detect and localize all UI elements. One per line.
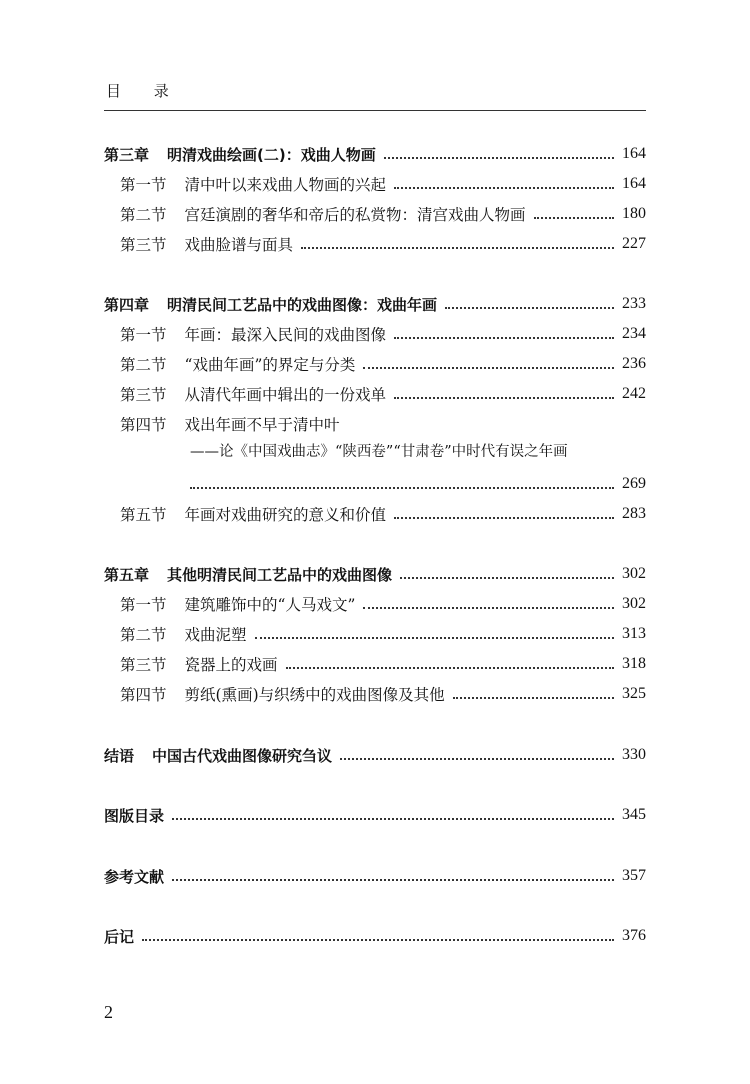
leader-dots: [172, 878, 614, 881]
leader-dots: [363, 366, 614, 369]
toc-section[interactable]: [104, 232, 646, 256]
chapter-label: 第四章: [104, 295, 150, 314]
section-title: 戏曲脸谱与面具: [184, 236, 294, 254]
chapter-title: 其他明清民间工艺品中的戏曲图像: [167, 565, 393, 584]
leader-dots: [255, 636, 614, 639]
toc-section[interactable]: [104, 652, 646, 676]
page-ref: 325: [622, 685, 646, 702]
section-title: 年画对戏曲研究的意义和价值: [184, 506, 387, 524]
leader-dots: [394, 396, 614, 399]
toc-section-continuation[interactable]: [190, 472, 646, 496]
toc-section[interactable]: [104, 382, 646, 406]
chapter-label: 第五章: [104, 565, 150, 584]
toc-afterword[interactable]: [104, 924, 646, 948]
page-ref: 313: [622, 625, 646, 642]
leader-dots: [394, 336, 614, 339]
toc-conclusion[interactable]: [104, 743, 646, 767]
page-number: 2: [104, 1002, 113, 1022]
section-label: 第五节: [120, 506, 167, 524]
toc-chapter-5[interactable]: [104, 562, 646, 586]
page-ref: 302: [622, 595, 646, 612]
toc-section[interactable]: [104, 172, 646, 196]
section-label: 第四节: [120, 686, 167, 704]
leader-dots: [286, 666, 614, 669]
toc-section[interactable]: [104, 502, 646, 526]
page-ref: 345: [622, 806, 646, 823]
toc-chapter-3[interactable]: [104, 142, 646, 166]
page-ref: 236: [622, 355, 646, 372]
leader-dots: [340, 757, 614, 760]
leader-dots: [363, 606, 614, 609]
leader-dots: [453, 696, 614, 699]
page-ref: 234: [622, 325, 646, 342]
leader-dots: [394, 186, 614, 189]
section-label: 第一节: [120, 176, 167, 194]
page-ref: 242: [622, 385, 646, 402]
toc-section[interactable]: [104, 322, 646, 346]
section-label: 第三节: [120, 386, 167, 404]
section-label: 第二节: [120, 206, 167, 224]
toc-section[interactable]: [104, 412, 646, 436]
section-label: 第四节: [120, 416, 167, 434]
section-title: 戏曲泥塑: [184, 626, 247, 644]
toc-section[interactable]: [104, 202, 646, 226]
leader-dots: [394, 516, 614, 519]
leader-dots: [384, 156, 614, 159]
section-label: 第三节: [120, 236, 167, 254]
leader-dots: [400, 576, 614, 579]
toc-chapter-4[interactable]: [104, 292, 646, 316]
toc-references[interactable]: [104, 864, 646, 888]
conclusion-title: 中国古代戏曲图像研究刍议: [152, 746, 333, 765]
section-title: 从清代年画中辑出的一份戏单: [184, 386, 387, 404]
section-title: 瓷器上的戏画: [184, 656, 278, 674]
page-ref: 269: [622, 475, 646, 492]
section-label: 第三节: [120, 656, 167, 674]
plates-title: 图版目录: [104, 806, 165, 825]
page-ref: 233: [622, 295, 646, 312]
chapter-title: 明清民间工艺品中的戏曲图像：戏曲年画: [167, 295, 438, 314]
section-label: 第一节: [120, 326, 167, 344]
section-title: 宫廷演剧的奢华和帝后的私赏物：清宫戏曲人物画: [184, 206, 526, 224]
page-ref: 164: [622, 175, 646, 192]
section-title: 清中叶以来戏曲人物画的兴起: [184, 176, 387, 194]
page-ref: 302: [622, 565, 646, 582]
running-header: [104, 78, 646, 111]
toc-section[interactable]: [104, 682, 646, 706]
toc-section[interactable]: [104, 352, 646, 376]
section-title: 戏出年画不早于清中叶: [184, 416, 340, 434]
conclusion-label: 结语: [104, 746, 135, 765]
section-title: 剪纸(熏画)与织绣中的戏曲图像及其他: [184, 686, 445, 704]
page-ref: 330: [622, 746, 646, 763]
leader-dots: [534, 216, 614, 219]
page-ref: 376: [622, 927, 646, 944]
header-title: 目 录: [106, 82, 183, 100]
chapter-label: 第三章: [104, 145, 150, 164]
page-ref: 318: [622, 655, 646, 672]
section-title: “戏曲年画”的界定与分类: [184, 356, 356, 374]
toc-plates[interactable]: [104, 803, 646, 827]
references-title: 参考文献: [104, 867, 165, 886]
section-label: 第一节: [120, 596, 167, 614]
leader-dots: [190, 486, 614, 489]
page-ref: 283: [622, 505, 646, 522]
page-ref: 164: [622, 145, 646, 162]
leader-dots: [445, 306, 614, 309]
leader-dots: [301, 246, 614, 249]
section-title: 建筑雕饰中的“人马戏文”: [184, 596, 356, 614]
chapter-title: 明清戏曲绘画(二)：戏曲人物画: [167, 145, 376, 164]
page-ref: 357: [622, 867, 646, 884]
section-label: 第二节: [120, 626, 167, 644]
leader-dots: [172, 817, 614, 820]
page-ref: 180: [622, 205, 646, 222]
toc-section[interactable]: [104, 592, 646, 616]
toc-section[interactable]: [104, 622, 646, 646]
section-title: 年画：最深入民间的戏曲图像: [184, 326, 387, 344]
page-ref: 227: [622, 235, 646, 252]
section-subtitle: ——论《中国戏曲志》“陕西卷”“甘肃卷”中时代有误之年画: [190, 444, 568, 460]
leader-dots: [142, 938, 614, 941]
afterword-title: 后记: [104, 927, 135, 946]
section-label: 第二节: [120, 356, 167, 374]
